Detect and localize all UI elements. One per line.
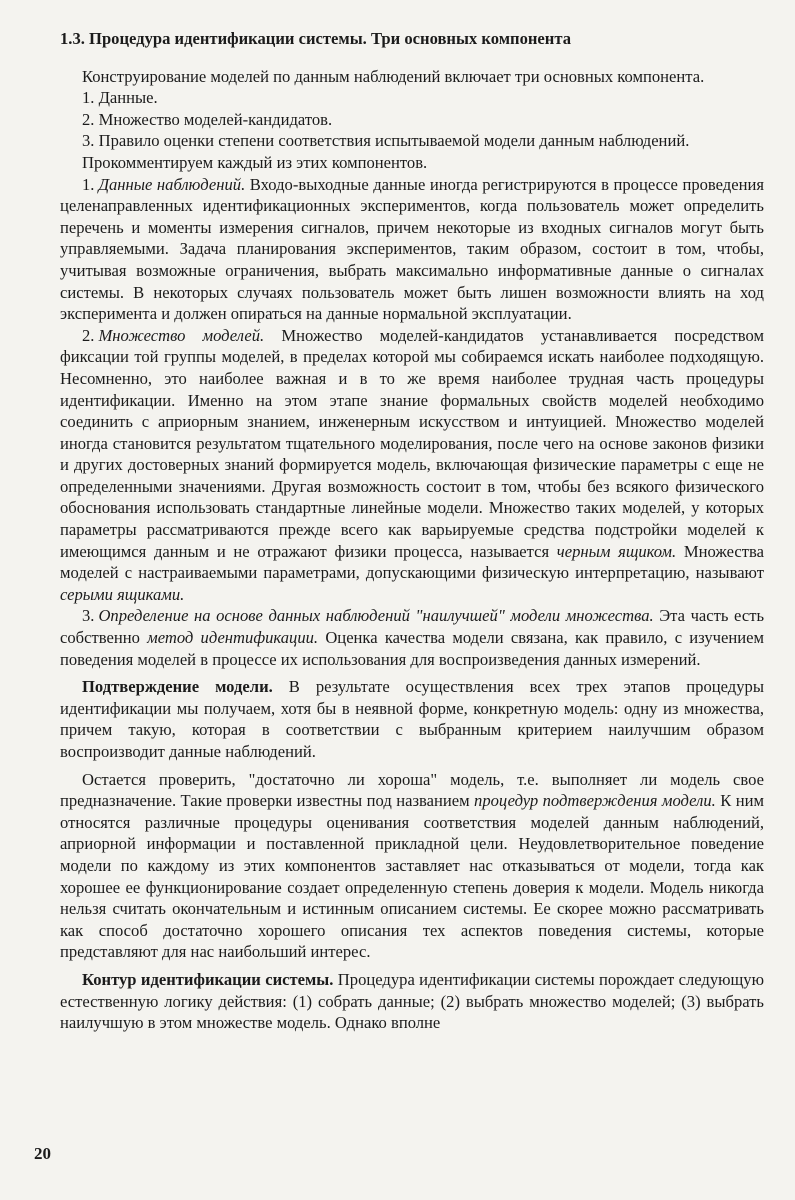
comment-paragraph: Прокомментируем каждый из этих компонентов. bbox=[82, 152, 428, 172]
item-number: 2. bbox=[82, 325, 95, 345]
paragraph-text: Множество моделей-кандидатов устанавливается посредством фиксации той группы моделей, в пределах которой мы собираемся искать наиболее подходящую. Несомненно, это наиболее важная и в то же время наиболее трудная часть процедуры идентификации. Именно на этом этапе знание формальных свойств моделей необходимо соединить с априорным знанием, инженерным искусством и интуицией. Множество моделей иногда становится результатом тщательного моделирования, после чего на основе законов физики и других достоверных знаний формируется модель, включающая физические параметры с еще не определенными значениями. Другая возможность состоит в том, чтобы без всякого физического обоснования использовать стандартные линейные модели. Множество таких моделей, у которых параметры рассматриваются прежде всего как варьируемые средства подстройки моделей к имеющимся данным и не отражают физики процесса, называется bbox=[60, 325, 764, 561]
paragraph-text: Остается проверить, "достаточно ли хороша" модель, т.е. выполняет ли модель свое предназначение. Такие проверки известны под названием bbox=[60, 769, 764, 811]
list-item: 3. Правило оценки степени соответствия испытываемой модели данным наблюдений. bbox=[82, 131, 690, 151]
page-number: 20 bbox=[34, 1144, 51, 1163]
paragraph-text: Эта часть есть собственно bbox=[60, 606, 765, 648]
term-black-box: черным ящиком. bbox=[556, 541, 677, 561]
term-best-model: Определение на основе данных наблюдений "наилучшей" модели множества. bbox=[98, 606, 654, 626]
term-model-set: Множество моделей. bbox=[98, 325, 265, 345]
term-data: Данные наблюдений. bbox=[98, 174, 246, 194]
list-item: 1. Данные. bbox=[82, 88, 158, 108]
section-heading: 1.3. Процедура идентификации системы. Три основных компонента bbox=[60, 29, 572, 48]
paragraph-validation bbox=[60, 676, 764, 762]
paragraph-model-set bbox=[60, 325, 764, 606]
paragraph-data bbox=[60, 174, 764, 325]
paragraph-text: Входо-выходные данные иногда регистрируются в процессе проведения целенаправленных идентификационных экспериментов, когда пользователь может определить перечень и моменты измерения сигналов, причем некоторые из входных сигналов могут быть управляемыми. Задача планирования экспериментов, таким образом, состоит в том, чтобы, учитывая возможные ограничения, выбрать максимально информативные данные о сигналах системы. В некоторых случаях пользователь может быть лишен возможности влиять на ход эксперимента и должен опираться на данные нормальной эксплуатации. bbox=[60, 174, 764, 324]
paragraph-text: Оценка качества модели связана, как правило, с изучением поведения моделей в процессе их использования для воспроизведения данных измерений. bbox=[60, 628, 765, 669]
term-method: метод идентификации. bbox=[147, 628, 319, 648]
paragraph-loop bbox=[60, 969, 764, 1034]
bold-lead: Контур идентификации системы. bbox=[82, 969, 334, 989]
term-gray-box: серыми ящиками. bbox=[60, 584, 185, 604]
term-validation: процедур подтверждения модели. bbox=[474, 791, 716, 811]
item-number: 3. bbox=[82, 606, 95, 626]
list-item: 2. Множество моделей-кандидатов. bbox=[82, 109, 333, 129]
paragraph-text: В результате осуществления всех трех этапов процедуры идентификации мы получаем, хотя бы в неявной форме, конкретную модель: одну из множества, причем такую, которая в соответствии с выбранным критерием наилучшим образом воспроизводит данные наблюдений. bbox=[60, 677, 764, 761]
page-body bbox=[60, 28, 764, 1034]
intro-paragraph: Конструирование моделей по данным наблюдений включает три основных компонента. bbox=[82, 66, 705, 86]
paragraph-text: Множества моделей с настраиваемыми параметрами, допускающими физическую интерпретацию, называют bbox=[60, 541, 764, 583]
paragraph-best-model bbox=[60, 605, 764, 670]
item-number: 1. bbox=[82, 174, 95, 194]
paragraph-text: К ним относятся различные процедуры оценивания соответствия моделей данным наблюдений, априорной информации и поставленной прикладной цели. Неудовлетворительное поведение модели по каждому из этих компонентов заставляет нас отказываться от модели, тогда как хорошее ее функционирование создает определенную степень доверия к модели. Модель никогда нельзя считать окончательным и истинным описанием системы. Ее скорее можно рассматривать как способ достаточно хорошего описания тех аспектов поведения системы, которые представляют для нас наибольший интерес. bbox=[60, 791, 764, 962]
paragraph-check bbox=[60, 769, 764, 963]
bold-lead: Подтверждение модели. bbox=[82, 677, 273, 697]
paragraph-text: Процедура идентификации системы порождает следующую естественную логику действия: (1) собрать данные; (2) выбрать множество моделей; (3) выбрать наилучшую в этом множестве модель. Однако вполне bbox=[60, 969, 764, 1033]
